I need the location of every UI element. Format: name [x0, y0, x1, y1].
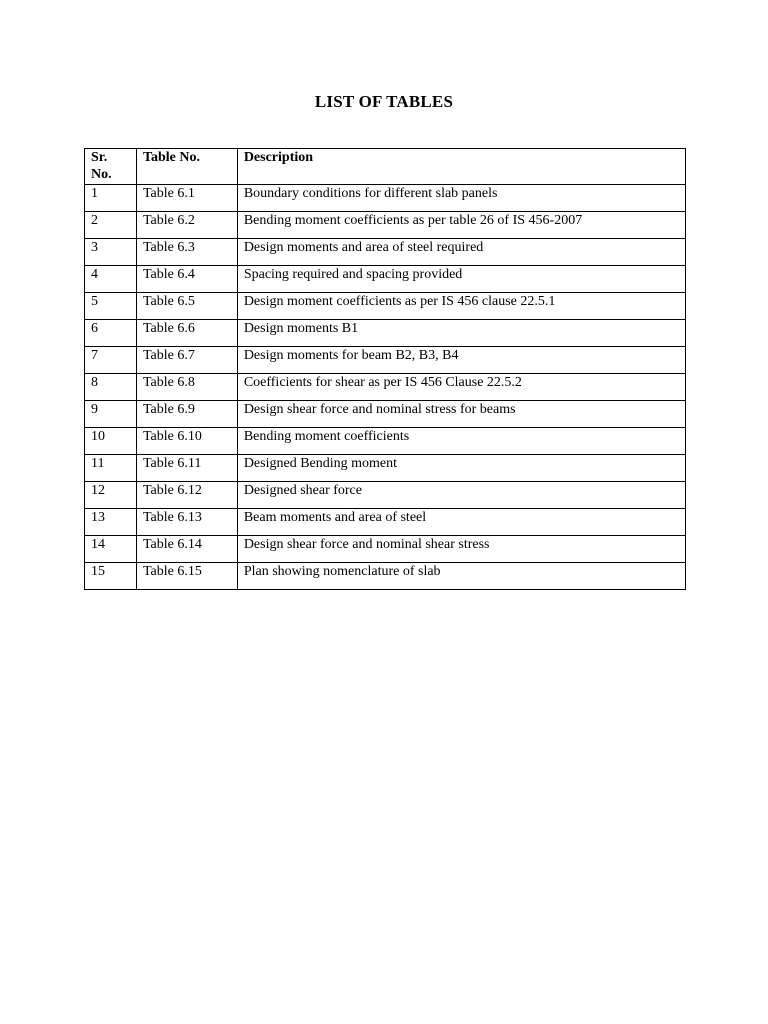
description-cell: Design shear force and nominal shear stress [237, 536, 685, 563]
table-row [85, 563, 686, 590]
sr-no-cell: 7 [85, 347, 137, 374]
table-no-cell: Table 6.3 [136, 239, 237, 266]
sr-no-cell: 4 [85, 266, 137, 293]
table-no-cell: Table 6.8 [136, 374, 237, 401]
table-no-cell: Table 6.7 [136, 347, 237, 374]
table-row [85, 239, 686, 266]
table-row [85, 401, 686, 428]
description-cell: Design moments B1 [237, 320, 685, 347]
description-cell: Design shear force and nominal stress for beams [237, 401, 685, 428]
table-no-cell: Table 6.14 [136, 536, 237, 563]
sr-no-cell: 12 [85, 482, 137, 509]
table-no-cell: Table 6.5 [136, 293, 237, 320]
table-row [85, 482, 686, 509]
sr-no-cell: 10 [85, 428, 137, 455]
table-row [85, 293, 686, 320]
table-no-cell: Table 6.4 [136, 266, 237, 293]
sr-no-cell: 3 [85, 239, 137, 266]
sr-no-cell: 1 [85, 185, 137, 212]
sr-no-cell: 5 [85, 293, 137, 320]
table-row [85, 185, 686, 212]
table-no-cell: Table 6.15 [136, 563, 237, 590]
description-cell: Beam moments and area of steel [237, 509, 685, 536]
sr-no-cell: 14 [85, 536, 137, 563]
table-header-row [85, 149, 686, 185]
sr-no-cell: 6 [85, 320, 137, 347]
description-cell: Designed Bending moment [237, 455, 685, 482]
table-row [85, 428, 686, 455]
sr-no-cell: 11 [85, 455, 137, 482]
table-row [85, 266, 686, 293]
table-no-cell: Table 6.2 [136, 212, 237, 239]
table-no-cell: Table 6.11 [136, 455, 237, 482]
page-title: LIST OF TABLES [314, 92, 454, 111]
table-row [85, 455, 686, 482]
column-header-description: Description [237, 149, 685, 185]
description-cell: Bending moment coefficients [237, 428, 685, 455]
description-cell: Boundary conditions for different slab panels [237, 185, 685, 212]
description-cell: Spacing required and spacing provided [237, 266, 685, 293]
table-no-cell: Table 6.9 [136, 401, 237, 428]
description-cell: Coefficients for shear as per IS 456 Clause 22.5.2 [237, 374, 685, 401]
table-row [85, 509, 686, 536]
table-no-cell: Table 6.1 [136, 185, 237, 212]
table-row [85, 320, 686, 347]
description-cell: Design moment coefficients as per IS 456 clause 22.5.1 [237, 293, 685, 320]
description-cell: Designed shear force [237, 482, 685, 509]
column-header-sr-no: Sr. No. [85, 149, 137, 185]
table-row [85, 374, 686, 401]
table-row [85, 212, 686, 239]
sr-no-cell: 8 [85, 374, 137, 401]
table-no-cell: Table 6.10 [136, 428, 237, 455]
sr-no-cell: 2 [85, 212, 137, 239]
description-cell: Plan showing nomenclature of slab [237, 563, 685, 590]
description-cell: Design moments and area of steel required [237, 239, 685, 266]
table-row [85, 347, 686, 374]
sr-no-cell: 15 [85, 563, 137, 590]
table-no-cell: Table 6.12 [136, 482, 237, 509]
table-row [85, 536, 686, 563]
table-no-cell: Table 6.6 [136, 320, 237, 347]
description-cell: Design moments for beam B2, B3, B4 [237, 347, 685, 374]
list-of-tables [84, 148, 686, 590]
sr-no-cell: 9 [85, 401, 137, 428]
table-no-cell: Table 6.13 [136, 509, 237, 536]
column-header-table-no: Table No. [136, 149, 237, 185]
table-body [85, 185, 686, 590]
description-cell: Bending moment coefficients as per table 26 of IS 456-2007 [237, 212, 685, 239]
sr-no-cell: 13 [85, 509, 137, 536]
